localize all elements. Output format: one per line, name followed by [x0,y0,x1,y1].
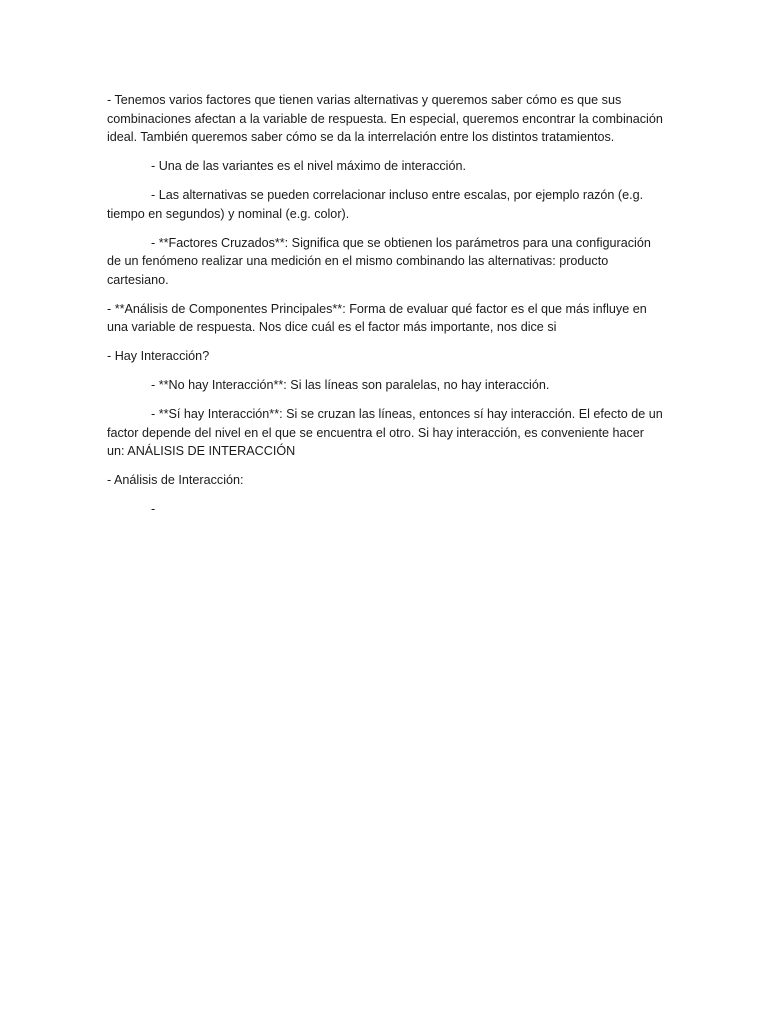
paragraph-6: - Hay Interacción? [107,349,210,363]
paragraph-8: - **Sí hay Interacción**: Si se cruzan las líneas, entonces sí hay interacción. El efecto de un factor depende del nivel en el que se encuentra el otro. Si hay interacción, es conveniente hacer un: ANÁLISIS DE INTERACCIÓN [107,407,663,458]
paragraph-10: - [151,502,156,516]
document-body [107,91,663,529]
paragraph-4: - **Factores Cruzados**: Significa que se obtienen los parámetros para una configuración de un fenómeno realizar una medición en el mismo combinando las alternativas: producto cartesiano. [107,235,651,287]
paragraph-2: - Una de las variantes es el nivel máximo de interacción. [151,159,466,173]
paragraph-9: - Análisis de Interacción: [107,473,244,487]
paragraph-3: - Las alternativas se pueden correlacionar incluso entre escalas, por ejemplo razón (e.g. tiempo en segundos) y nominal (e.g. color). [107,188,644,221]
paragraph-1: - Tenemos varios factores que tienen varias alternativas y queremos saber cómo es que sus combinaciones afectan a la variable de respuesta. En especial, queremos encontrar la combinación ideal. También queremos saber cómo se da la interrelación entre los distintos tratamientos. [107,93,663,144]
paragraph-7: - **No hay Interacción**: Si las líneas son paralelas, no hay interacción. [151,378,550,392]
paragraph-5: - **Análisis de Componentes Principales**: Forma de evaluar qué factor es el que más influye en una variable de respuesta. Nos dice cuál es el factor más importante, nos dice si [107,301,647,334]
